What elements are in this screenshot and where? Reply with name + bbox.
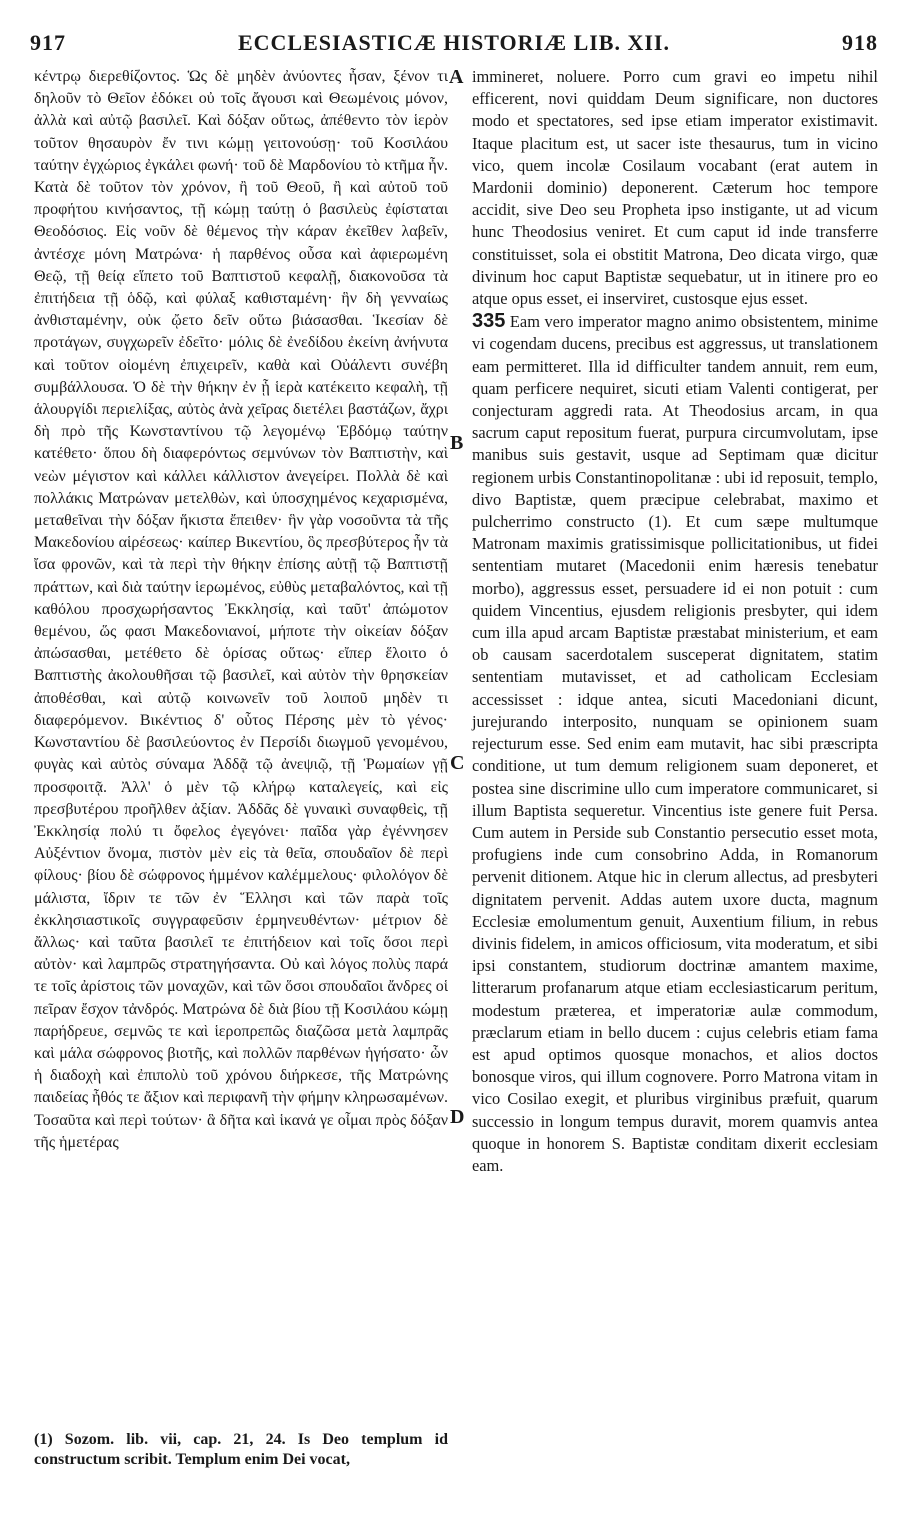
page-header: [30, 30, 878, 58]
page-number-left: 917: [30, 30, 66, 55]
footnote: (1) Sozom. lib. vii, cap. 21, 24. Is Deo templum id constructum scribit. Templum enim Dei vocat,: [34, 1431, 448, 1468]
page-number-right: 918: [842, 30, 878, 55]
greek-text: κέντρῳ διερεθίζοντος. Ὡς δὲ μηδὲν ἀνύοντες ἦσαν, ξένον τι δηλοῦν τὸ Θεῖον ἐδόκει οὐ τοῖς ἄγουσι καὶ Θεωμένοις μόνον, ἀλλὰ καὶ αὐτῷ βασιλεῖ. Καὶ δόξαν οὕτως, ἀπέθεντο τὸν ἱερὸν τοῦτον θησαυρὸν ἔν τινι κώμῃ γειτονούσῃ· τοῦ Κοσιλάου ταύτην ἐγχώριος ἐγκάλει φωνή· τοῦ δὲ Μαρδονίου τὸ κτῆμα ἦν. Κατὰ δὲ τοῦτον τὸν χρόνον, ἢ τοῦ Θεοῦ, ἢ καὶ αὐτοῦ τοῦ προφήτου κινήσαντος, τῇ κώμῃ ταύτῃ ὁ βασιλεὺς ἐφίσταται Θεοδόσιος. Εἰς νοῦν δὲ θέμενος τὴν κάραν ἐκεῖθεν λαβεῖν, ἀντέσχε μόνη Ματρώνα· ἡ παρθένος οὖσα καὶ ἀφιερωμένη Θεῷ, τῇ θείᾳ εἵπετο τοῦ Βαπτιστοῦ κεφαλῇ, διακονοῦσα τὰ ἐπιτήδεια τῇ ὁδῷ, καὶ φύλαξ καθισταμένη· ἣν δὴ γενναίως ἀνθισταμένην, οὐκ ᾤετο δεῖν οὕτω βιάσασθαι. Ἱκεσίαν δὲ προτάγων, συγχωρεῖν ἐδεῖτο· μόλις δὲ ἐνεδίδου ἐκείνη ἀνήνυτα καὶ τοῦτον οἰομένη ἐπιχειρεῖν, καθὰ καὶ Οὐάλεντι συνέβη συμβάλλουσα. Ὁ δὲ τὴν θήκην ἐν ᾗ ἱερὰ κατέκειτο κεφαλὴ, τῇ ἁλουργίδι περιελίξας, αὐτὸς ἀνὰ χεῖρας διετέλει βαστάζων, ἄχρι δὴ πρὸ τῆς Κωνσταντίνου τῷ λεγομένῳ Ἑβδόμῳ ταύτην κατέθετο· ὅπου δὴ διαφερόντως σεμνύνων τὸν Βαπτιστὴν, καὶ νεὼν μέγιστον καὶ κάλλει κάλλιστον ἀνεγείρει. Πολλὰ δὲ καὶ πολλάκις Ματρώναν μετελθὼν, καὶ ὑποσχημένος κεχαρισμένα, μεταθεῖναι τὴν δόξαν ἥκιστα ἔπειθεν· ἣν γὰρ νοσοῦντα τὰ τῆς Μακεδονίου αἱρέσεως· καίπερ Βικεντίου, ὃς πρεσβύτερος ἦν τὰ ἴσα φρονῶν, καὶ τὰ περὶ τὴν θήκην ἐπίσης αὐτῇ τῷ Βαπτιστῇ πράττων, καὶ διὰ ταύτην ἱερωμένος, εὐθὺς μεταβαλόντος, καὶ τῇ καθόλου προσχωρήσαντος Ἐκκλησίᾳ, καὶ ταῦτ' ἀπώμοτον θεμένου, ὥς φασι Μακεδονιανοί, μήποτε τὴν οἰκείαν δόξαν ἀπώσασθαι, μετέθετο δὲ ὁρίσας οὕτως· εἴπερ ἕλοιτο ὁ Βαπτιστὴς ἀκολουθῆσαι τῷ βασιλεῖ, καὶ αὐτὸν τὴν θρησκείαν ἀποθέσθαι, καὶ αὐτῷ κοινωνεῖν τοῦ λοιποῦ μηδὲν τι διαφερόμενον. Βικέντιος δ' οὗτος Πέρσης μὲν τὸ γένος· Κωνσταντίου δὲ βασιλεύοντος ἐν Περσίδι διωγμοῦ γενομένου, φυγὰς καὶ αὐτὸς σύναμα Ἀδδᾷ τῷ ἀνεψιῷ, τῇ Ῥωμαίων γῇ προσφοιτᾷ. Ἀλλ' ὁ μὲν τῷ κλήρῳ καταλεγείς, καὶ εἰς πρεσβυτέρου προῆλθεν ἀξίαν. Ἀδδᾶς δὲ γυναικὶ συναφθεὶς, τῇ Ἐκκλησίᾳ πολύ τι ὄφελος ἐγεγόνει· παῖδα γὰρ ἐγέννησεν Αὐξέντιον ὄνομα, πιστὸν μὲν εἰς τὰ θεῖα, σπουδαῖον δὲ περὶ φίλους· βίου δὲ σώφρονος ἡμμένον καλέμμελους· φιλολόγον δὲ μάλιστα, ἴδριν τε τῶν ἐν Ἕλλησι καὶ τῶν παρὰ τοῖς ἐκκλησιαστικοῖς συγγραφεῦσιν ἑρμηνευθέντων· μέτριον δὲ ἄλλως· καὶ ταῦτα βασιλεῖ τε ἐπιτήδειον καὶ τοῖς ὅσοι περὶ αὐτὸν· καὶ λαμπρῶς στρατηγήσαντα. Οὐ καὶ λόγος πολὺς παρά τε τοῖς ἀρίστοις τῶν μοναχῶν, καὶ τῶν ὅσοι σπουδαῖοι ἄνδρες οἱ πεῖραν ἔσχον τἀνδρός. Ματρώνα δὲ διὰ βίου τῇ Κοσιλάου κώμῃ παρήδρευε, σεμνῶς τε καὶ ἱεροπρεπῶς διαζῶσα μετὰ λαμπρᾶς καὶ μάλα σώφρονος βιοτῆς, καὶ πολλῶν παρθένων ἡγήσατο· ὧν ἡ διαδοχὴ καὶ ἐπιπολὺ τοῦ χρόνου διήρκεσε, τῆς Ματρώνης παιδείας ἦθός τε ἄξιον καὶ περιφανῆ τὴν φήμην κληρωσαμένων. Τοσαῦτα καὶ περὶ τούτων· ἃ δῆτα καὶ ἱκανά γε οἶμαι πρὸς δόξαν τῆς ἡμετέρας: [34, 68, 448, 1151]
margin-marker-a: A: [449, 66, 464, 88]
latin-paragraph-2: [472, 310, 878, 1177]
latin-text-part-2: Eam vero imperator magno animo obsistentem, minime vi cogendam ducens, precibus est aggressus, ut translationem eam permitteret. Illa id difficulter tandem annuit, rem eum, quam perficere nequiret, sicuti etiam Valenti contigerat, per conjecturam aggredi rata. At Theodosius arcam, in qua sacrum caput repositum fuerat, purpura circumvolutam, ipse manibus suis gestavit, usque ad Septimam quæ dicitur regionem urbis Constantinopolitanæ : ubi id reposuit, templo, divo Baptistæ, quem præcipue celebrabat, maximo et pulcherrimo constructo (1). Et cum sæpe multumque Matronam maximis gratissimisque pollicitationibus, ut fidei sententiam mutaret (Macedonii enim hæresis tenebatur morbo), aggressus esset, persuadere id ei non potuit : cum quidem Vincentius, ejusdem religionis presbyter, qui idem cum illa apud arcam Baptistæ præstabat ministerium, et eam ob causam sacerdotalem susceperat dignitatem, statim sententiam mutavisset, et ad catholicam Ecclesiam accessisset : idque antea, sicuti Macedoniani dicunt, jurejurando interposito, nunquam se opinionem suam rejecturum esse. Sed enim eam mutavit, hac sibi præscripta conditione, ut tum demum religionem suam deponeret, et postea sine discrimine ullo cum imperatore communicaret, si illum Baptista sequeretur. Vincentius iste genere fuit Persa. Cum autem in Perside sub Constantio persecutio esset mota, profugiens inde cum consobrino Adda, in Romanorum pervenit ditionem. Atque hic in clerum allectus, ad presbyteri dignitatem pervenit. Addas autem uxore ducta, magnum Ecclesiæ emolumentum genuit, Auxentium filium, in rebus divinis fidelem, in amicos officiosum, vita moderatum, et sibi ipsi constantem, studiorum doctrinæ amantem maxime, litterarum profanarum atque etiam ecclesiasticarum peritum, modestum præterea, et imperatoriæ aulæ commodum, præclarum etiam in bello ducem : cujus celebris etiam fama est apud optimos quosque monachos, et alios doctos bonosque viros, qui illum cognovere. Porro Matrona vitam in vico Cosilao exegit, et pluribus virginibus præfuit, quarum successio in longum tempus duravit, morem quamvis antea quoque in honorem S. Baptistæ conditam dixerit ecclesiam eam.: [472, 312, 878, 1175]
greek-column: [34, 66, 448, 1154]
latin-column: [472, 66, 878, 1177]
latin-text-part-1: immineret, noluere. Porro cum gravi eo impetu nihil efficerent, novi quiddam Deum significare, non ductores modo et spectatores, sed ipse etiam imperator existimavit. Itaque placitum est, ut sacer iste thesaurus, tum in vicino vico, quem incolæ Cosilaum vocabant (erat autem in Mardonii dominio) deponerent. Cæterum hoc tempore accidit, sive Deo seu Propheta ipso instigante, ut ad vicum hunc Theodosius veniret. Et cum caput id inde transferre constituisset, sola ei obstitit Matrona, Deo dicata virgo, quæ divinum hoc caput Baptistæ sequebatur, ut in itinere pro eo atque opus esset, ei inserviret, custosque ejus esset.: [472, 67, 878, 309]
section-number: 335: [472, 310, 506, 333]
running-title: ECCLESIASTICÆ HISTORIÆ LIB. XII.: [237, 30, 670, 55]
margin-marker-d: D: [450, 1106, 465, 1128]
margin-marker-b: B: [450, 432, 464, 454]
margin-marker-c: C: [450, 752, 465, 774]
